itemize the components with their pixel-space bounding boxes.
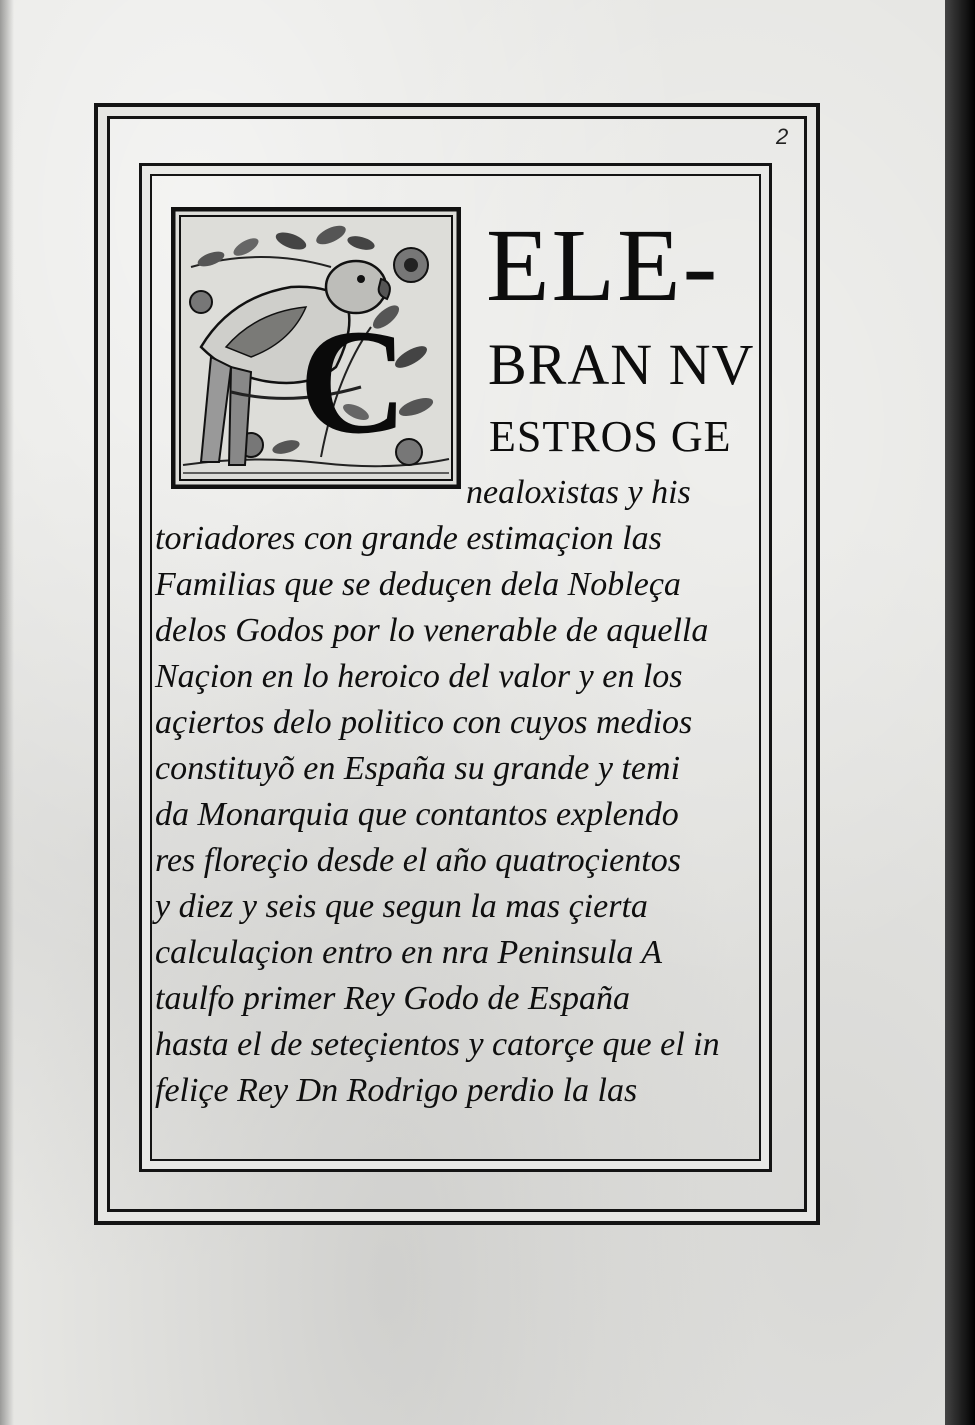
text-line-8: da Monarquia que contantos explendo xyxy=(155,796,679,833)
text-line-12: taulfo primer Rey Godo de España xyxy=(155,980,630,1017)
text-line-13: hasta el de seteçientos y catorçe que el in xyxy=(155,1026,720,1063)
text-line-3: Familias que se deduçen dela Nobleça xyxy=(155,566,681,603)
text-line-14: feliçe Rey Dn Rodrigo perdio la las xyxy=(155,1072,638,1109)
folio-number: 2 xyxy=(776,124,789,149)
text-line-2: toriadores con grande estimaçion las xyxy=(155,520,662,557)
illuminated-initial xyxy=(171,207,461,489)
page-right-edge-shadow xyxy=(945,0,975,1425)
page-left-edge xyxy=(0,0,14,1425)
heading-line-3: ESTROS GE xyxy=(489,412,732,461)
text-line-4: delos Godos por lo venerable de aquella xyxy=(155,612,709,649)
parrot-illustration-icon xyxy=(171,207,461,489)
text-line-6: açiertos delo politico con cuyos medios xyxy=(155,704,693,741)
text-line-5: Naçion en lo heroico del valor y en los xyxy=(155,658,683,695)
text-line-1: nealoxistas y his xyxy=(466,474,691,511)
heading-line-2: BRAN NV xyxy=(488,332,755,397)
text-line-10: y diez y seis que segun la mas çierta xyxy=(155,888,648,925)
initial-letter: C xyxy=(299,299,408,465)
text-line-11: calculaçion entro en nra Peninsula A xyxy=(155,934,663,971)
heading-line-1: ELE- xyxy=(486,208,720,323)
text-line-7: constituyõ en España su grande y temi xyxy=(155,750,681,787)
text-line-9: res floreçio desde el año quatroçientos xyxy=(155,842,681,879)
